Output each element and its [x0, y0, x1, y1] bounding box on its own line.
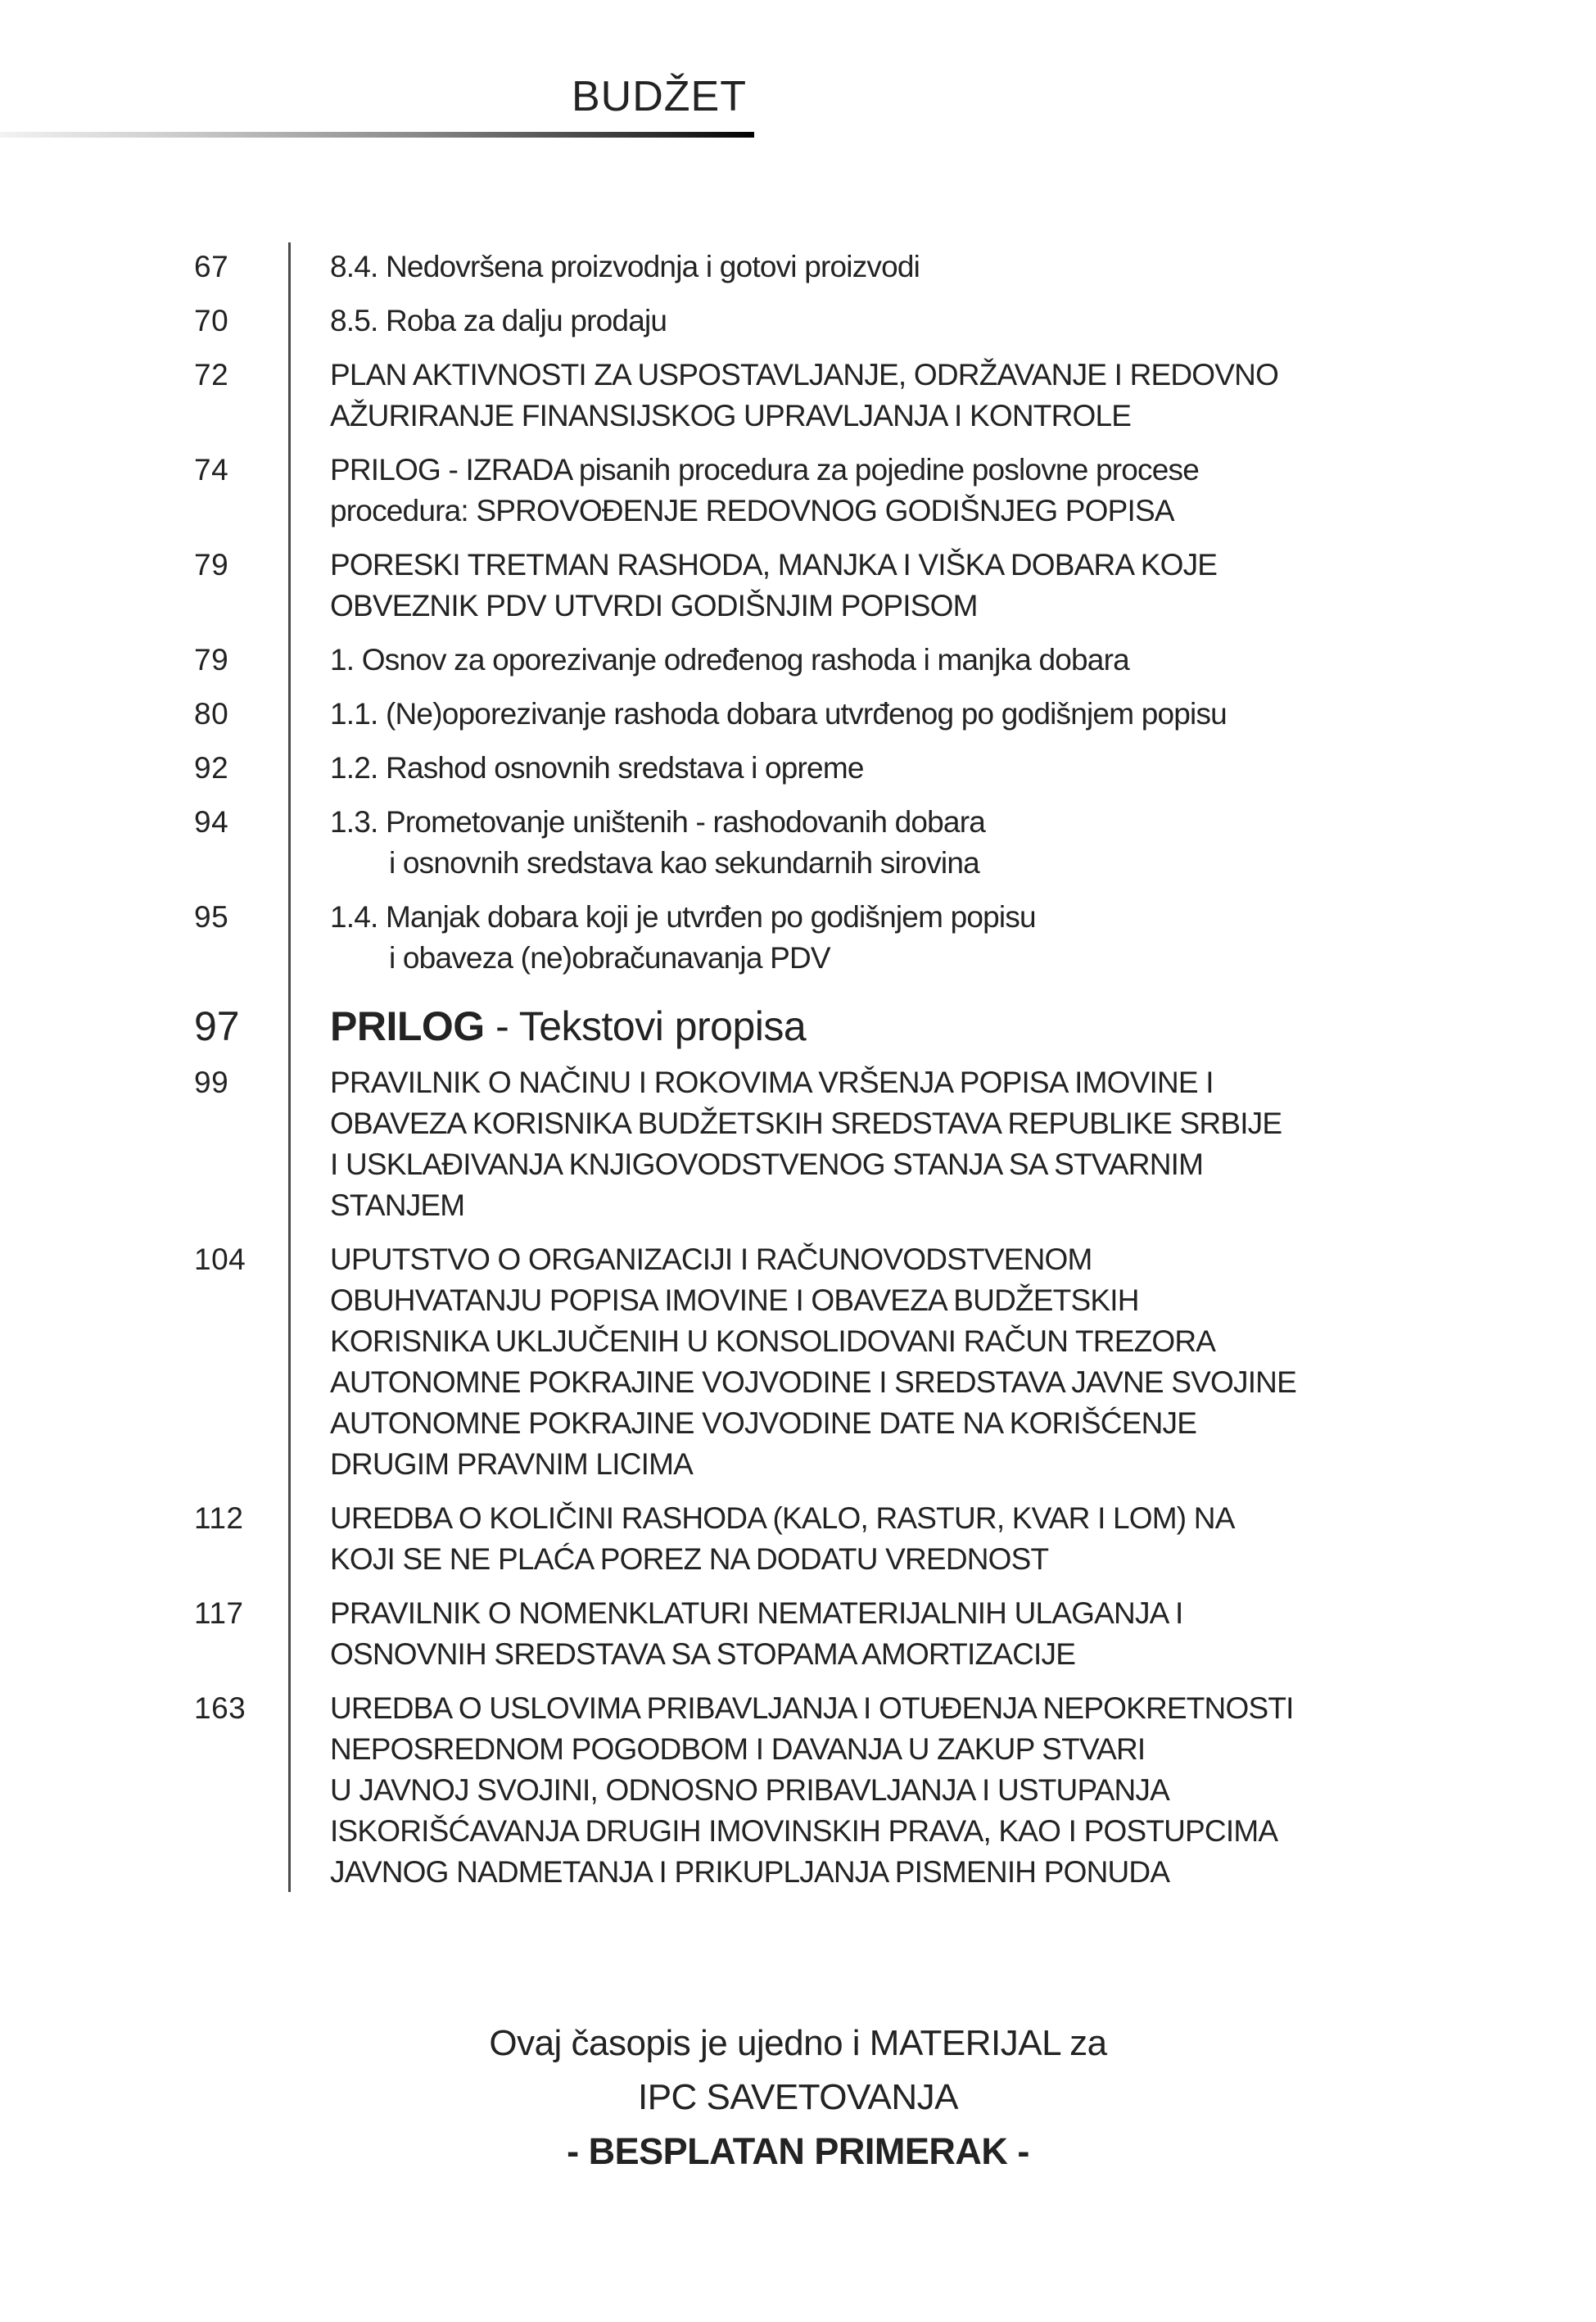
page-number: 67 — [194, 250, 229, 283]
header-gradient-rule — [0, 132, 754, 138]
entry-line: procedura: SPROVOĐENJE REDOVNOG GODIŠNJEG POPISA — [330, 494, 1174, 527]
entry-title — [330, 802, 1596, 884]
toc-section-heading — [0, 1000, 1596, 1052]
page-number: 72 — [194, 358, 229, 392]
entry-title — [330, 748, 1596, 789]
toc-entry — [0, 1498, 1596, 1580]
entry-line: i obaveza (ne)obračunavanja PDV — [389, 941, 830, 975]
entry-line: AUTONOMNE POKRAJINE VOJVODINE DATE NA KORIŠĆENJE — [330, 1406, 1197, 1440]
page-number: 74 — [194, 453, 229, 487]
entry-line: ISKORIŠĆAVANJA DRUGIH IMOVINSKIH PRAVA, KAO I POSTUPCIMA — [330, 1814, 1278, 1848]
footer-line-2: IPC SAVETOVANJA — [637, 2077, 959, 2117]
toc-entry — [0, 1239, 1596, 1485]
entry-title — [330, 1062, 1596, 1226]
toc-entry — [0, 1593, 1596, 1675]
toc-entry — [0, 1688, 1596, 1893]
footer-note — [0, 2016, 1596, 2179]
toc-entry — [0, 897, 1596, 979]
entry-title — [330, 1688, 1596, 1893]
section-heading-rest: - Tekstovi propisa — [484, 1003, 807, 1049]
page-number: 92 — [194, 751, 229, 785]
entry-title — [330, 1000, 1596, 1052]
page-number: 104 — [194, 1242, 246, 1276]
toc-entry — [0, 355, 1596, 437]
entry-line: 1.2. Rashod osnovnih sredstava i opreme — [330, 751, 864, 785]
entry-line: KORISNIKA UKLJUČENIH U KONSOLIDOVANI RAČUN TREZORA — [330, 1324, 1216, 1358]
page-number: 95 — [194, 900, 229, 934]
entry-line: OBVEZNIK PDV UTVRDI GODIŠNJIM POPISOM — [330, 589, 978, 622]
page-number: 79 — [194, 643, 229, 677]
page-number: 117 — [194, 1596, 244, 1630]
entry-title — [330, 450, 1596, 532]
page-number: 79 — [194, 548, 229, 582]
entry-line: OBAVEZA KORISNIKA BUDŽETSKIH SREDSTAVA REPUBLIKE SRBIJE — [330, 1107, 1282, 1140]
entry-line: i osnovnih sredstava kao sekundarnih sirovina — [389, 846, 979, 880]
page-number: 99 — [194, 1066, 229, 1099]
entry-line: I USKLAĐIVANJA KNJIGOVODSTVENOG STANJA SA STVARNIM — [330, 1147, 1204, 1181]
entry-line: UREDBA O USLOVIMA PRIBAVLJANJA I OTUĐENJA NEPOKRETNOSTI — [330, 1691, 1294, 1725]
entry-line: UPUTSTVO O ORGANIZACIJI I RAČUNOVODSTVENOM — [330, 1242, 1092, 1276]
entry-title — [330, 1593, 1596, 1675]
page-title: BUDŽET — [572, 73, 747, 120]
entry-line: OBUHVATANJU POPISA IMOVINE I OBAVEZA BUDŽETSKIH — [330, 1283, 1139, 1317]
section-heading-line — [330, 1000, 1547, 1052]
entry-line: STANJEM — [330, 1188, 465, 1222]
entry-line: PRILOG - IZRADA pisanih procedura za pojedine poslovne procese — [330, 453, 1199, 487]
footer-line-3: - BESPLATAN PRIMERAK - — [567, 2130, 1029, 2172]
table-of-contents — [0, 247, 1596, 1906]
entry-title — [330, 301, 1596, 342]
entry-line: DRUGIM PRAVNIM LICIMA — [330, 1447, 693, 1481]
toc-entry — [0, 802, 1596, 884]
entry-line: 1. Osnov za oporezivanje određenog rashoda i manjka dobara — [330, 643, 1129, 677]
page-number: 163 — [194, 1691, 246, 1725]
toc-entry — [0, 640, 1596, 681]
toc-entry — [0, 748, 1596, 789]
footer-line-1: Ovaj časopis je ujedno i MATERIJAL za — [489, 2023, 1107, 2063]
page-number: 112 — [194, 1501, 244, 1535]
toc-entry — [0, 247, 1596, 287]
entry-line: PRAVILNIK O NAČINU I ROKOVIMA VRŠENJA POPISA IMOVINE I — [330, 1066, 1214, 1099]
entry-line: 8.4. Nedovršena proizvodnja i gotovi proizvodi — [330, 250, 920, 283]
entry-line: OSNOVNIH SREDSTAVA SA STOPAMA AMORTIZACIJE — [330, 1637, 1076, 1671]
entry-title — [330, 640, 1596, 681]
entry-line: PLAN AKTIVNOSTI ZA USPOSTAVLJANJE, ODRŽAVANJE I REDOVNO — [330, 358, 1279, 392]
entry-title — [330, 694, 1596, 735]
entry-title — [330, 897, 1596, 979]
entry-line: NEPOSREDNOM POGODBOM I DAVANJA U ZAKUP STVARI — [330, 1732, 1146, 1766]
toc-entry — [0, 545, 1596, 627]
toc-entry — [0, 1062, 1596, 1226]
entry-line: KOJI SE NE PLAĆA POREZ NA DODATU VREDNOST — [330, 1542, 1049, 1576]
page-number: 70 — [194, 304, 229, 337]
entry-line: AUTONOMNE POKRAJINE VOJVODINE I SREDSTAVA JAVNE SVOJINE — [330, 1365, 1296, 1399]
toc-entry — [0, 450, 1596, 532]
entry-line: U JAVNOJ SVOJINI, ODNOSNO PRIBAVLJANJA I USTUPANJA — [330, 1773, 1169, 1807]
entry-title — [330, 545, 1596, 627]
entry-line: AŽURIRANJE FINANSIJSKOG UPRAVLJANJA I KONTROLE — [330, 399, 1132, 432]
section-heading-strong: PRILOG — [330, 1003, 485, 1049]
toc-entry — [0, 301, 1596, 342]
entry-title — [330, 355, 1596, 437]
entry-line: JAVNOG NADMETANJA I PRIKUPLJANJA PISMENIH PONUDA — [330, 1855, 1170, 1889]
entry-line: 8.5. Roba za dalju prodaju — [330, 304, 667, 337]
entry-line: UREDBA O KOLIČINI RASHODA (KALO, RASTUR, KVAR I LOM) NA — [330, 1501, 1235, 1535]
entry-title — [330, 247, 1596, 287]
entry-line: PORESKI TRETMAN RASHODA, MANJKA I VIŠKA DOBARA KOJE — [330, 548, 1218, 582]
page-number: 94 — [194, 805, 229, 839]
page-number: 80 — [194, 697, 229, 731]
toc-entry — [0, 694, 1596, 735]
entry-title — [330, 1498, 1596, 1580]
entry-line: 1.1. (Ne)oporezivanje rashoda dobara utvrđenog po godišnjem popisu — [330, 697, 1227, 731]
entry-title — [330, 1239, 1596, 1485]
entry-line: PRAVILNIK O NOMENKLATURI NEMATERIJALNIH ULAGANJA I — [330, 1596, 1183, 1630]
entry-line: 1.3. Prometovanje uništenih - rashodovanih dobara — [330, 805, 986, 839]
page-number: 97 — [194, 1003, 240, 1049]
entry-line: 1.4. Manjak dobara koji je utvrđen po godišnjem popisu — [330, 900, 1036, 934]
